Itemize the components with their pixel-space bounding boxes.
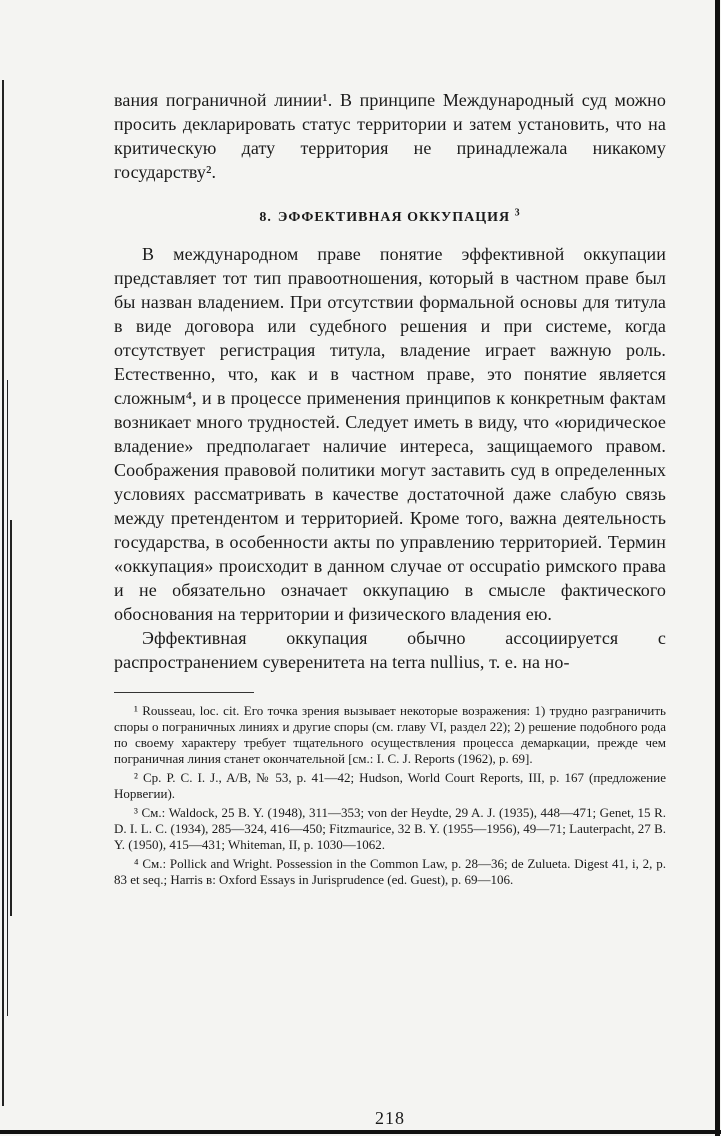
page-number: 218 (375, 1108, 405, 1128)
section-note-marker: 3 (514, 207, 521, 219)
scan-edge-left (0, 0, 14, 1136)
book-page (114, 88, 666, 1128)
intro-text: вания пограничной линии¹. В принципе Международный суд можно просить декларировать статус территории и затем установить, что на критическую дату территория не принадлежала никакому государству². (114, 90, 666, 182)
body-text (114, 242, 666, 674)
footnote: ³ См.: Waldock, 25 B. Y. (1948), 311—353; von der Heydte, 29 A. J. (1935), 448—471; Genet, 15 R. D. I. L. C. (1934), 285—324, 416—450; Fitzmaurice, 32 B. Y. (1955—1956), 49—71; Lauterpacht, 27 B. Y. (1950), 415—431; Whiteman, II, p. 1030—1062. (114, 805, 666, 852)
footnotes (114, 703, 666, 888)
footnote: ⁴ См.: Pollick and Wright. Possession in the Common Law, p. 28—36; de Zulueta. Digest 41, i, 2, p. 83 et seq.; Harris в: Oxford Essays in Jurisprudence (ed. Guest), p. 69—106. (114, 856, 666, 887)
body-paragraph: Эффективная оккупация обычно ассоциируется с распространением суверенитета на terra nullius, т. е. на но- (114, 628, 666, 672)
section-heading (114, 207, 666, 226)
footnote: ² Ср. P. C. I. J., A/B, № 53, p. 41—42; Hudson, World Court Reports, III, p. 167 (предложение Норвегии). (114, 770, 666, 801)
section-number: 8. (259, 210, 272, 225)
section-title: ЭФФЕКТИВНАЯ ОККУПАЦИЯ (277, 210, 511, 225)
scan-edge-right (711, 0, 721, 1136)
intro-paragraph (114, 88, 666, 184)
body-paragraph: В международном праве понятие эффективной оккупации представляет тот тип правоотношения, который в частном праве был бы назван владением. При отсутствии формальной основы для титула в виде договора или судебного решения и при системе, когда отсутствует регистрация титула, владение играет важную роль. Естественно, что, как и в частном праве, это понятие является сложным⁴, и в процессе применения принципов к конкретным фактам возникает много трудностей. Следует иметь в виду, что «юридическое владение» предполагает наличие интереса, защищаемого правом. Соображения правовой политики могут заставить суд в определенных условиях рассматривать в качестве достаточной даже слабую связь между претендентом и территорией. Кроме того, важна деятельность государства, в особенности акты по управлению территорией. Термин «оккупация» происходит в данном случае от occupatio римского права и не обязательно означает оккупацию в смысле фактического обоснования на территории и физического владения ею. (114, 244, 666, 624)
footnote-rule (114, 692, 254, 693)
footnote: ¹ Rousseau, loc. cit. Его точка зрения вызывает некоторые возражения: 1) трудно разграничить споры о пограничных линиях и другие споры (см. главу VI, раздел 22); 2) решение подобного рода по своему характеру требует тщательного осуществления процесса демаркации, прежде чем пограничная линия станет окончательной [см.: I. C. J. Reports (1962), p. 69]. (114, 703, 666, 766)
